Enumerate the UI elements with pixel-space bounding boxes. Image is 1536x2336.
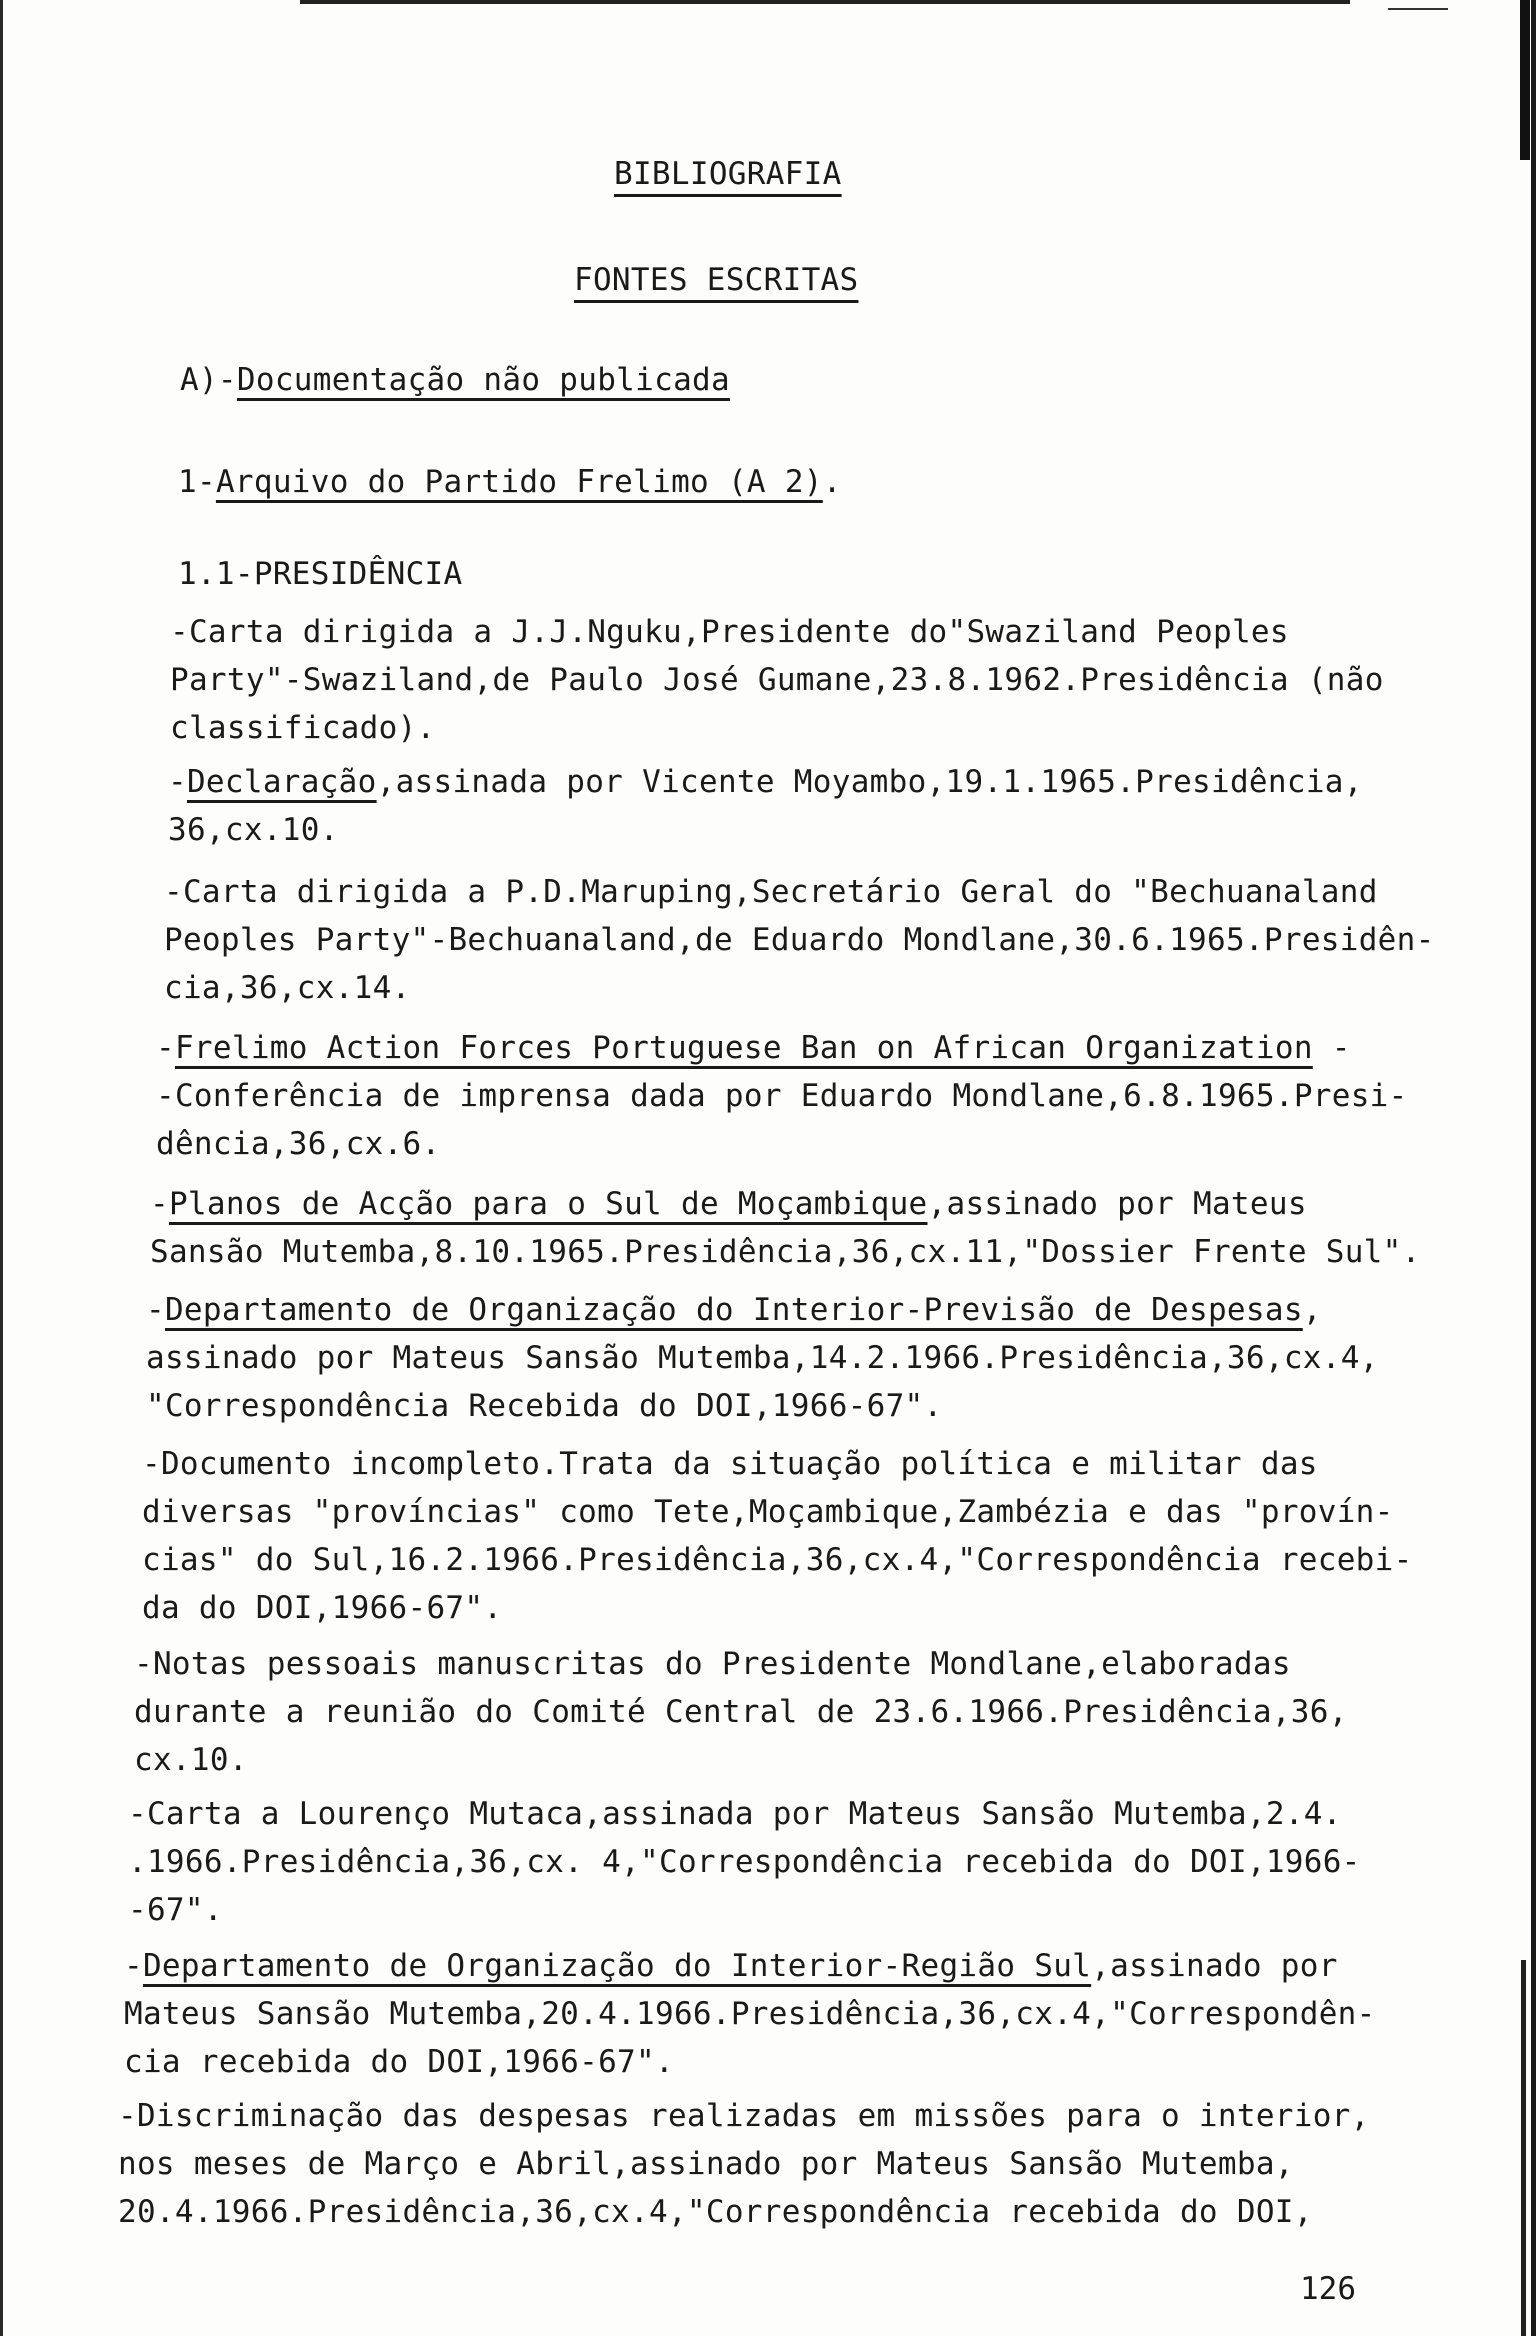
- section-a-prefix: A)-: [180, 362, 237, 398]
- entry-line: [164, 916, 1435, 964]
- entry-line: [142, 1536, 1413, 1584]
- entry-text: cia recebida do DOI,1966-67".: [124, 2044, 674, 2080]
- section-1-suffix: .: [822, 464, 842, 500]
- scan-edge-left: [0, 0, 3, 2336]
- entry-text: dência,36,cx.6.: [156, 1126, 441, 1162]
- entry-line: [146, 1382, 1379, 1430]
- entry-line: [118, 2092, 1370, 2140]
- entry-line: [170, 704, 1384, 752]
- page-number: 126: [1300, 2271, 1356, 2307]
- entry-text: nos meses de Março e Abril,assinado por Mateus Sansão Mutemba,: [118, 2146, 1294, 2182]
- entry-line: [134, 1736, 1348, 1784]
- entry-text: -: [168, 764, 187, 800]
- entry-text: "Correspondência Recebida do DOI,1966-67".: [146, 1388, 943, 1424]
- entry-text: ,assinado por Mateus: [927, 1186, 1307, 1222]
- entry-text: 20.4.1966.Presidência,36,cx.4,"Correspondência recebida do DOI,: [118, 2194, 1313, 2230]
- entry-line: [170, 656, 1384, 704]
- entry-text: Mateus Sansão Mutemba,20.4.1966.Presidência,36,cx.4,"Correspondên-: [124, 1996, 1376, 2032]
- entry-text: durante a reunião do Comité Central de 23.6.1966.Presidência,36,: [134, 1694, 1348, 1730]
- entry-line: [168, 758, 1363, 806]
- entry-line: [118, 2140, 1370, 2188]
- entry-text: da do DOI,1966-67".: [142, 1590, 503, 1626]
- entry-line: [142, 1440, 1413, 1488]
- entry-title-underlined: Declaração: [186, 764, 377, 800]
- bibliography-entry: [134, 1640, 1348, 1784]
- entry-text: Peoples Party"-Bechuanaland,de Eduardo Mondlane,30.6.1965.Presidên-: [164, 922, 1435, 958]
- entry-text: assinado por Mateus Sansão Mutemba,14.2.1966.Presidência,36,cx.4,: [146, 1340, 1379, 1376]
- entry-text: .1966.Presidência,36,cx. 4,"Correspondência recebida do DOI,1966-: [128, 1844, 1361, 1880]
- entry-line: [146, 1334, 1379, 1382]
- entry-line: [124, 1942, 1376, 1990]
- section-1-prefix: 1-: [178, 464, 216, 500]
- entry-text: -Carta dirigida a P.D.Maruping,Secretário Geral do "Bechuanaland: [164, 874, 1378, 910]
- section-1-heading: [178, 458, 842, 506]
- entry-text: -Carta a Lourenço Mutaca,assinada por Mateus Sansão Mutemba,2.4.: [128, 1796, 1342, 1832]
- entry-text: cx.10.: [134, 1742, 248, 1778]
- entry-text: -Documento incompleto.Trata da situação política e militar das: [142, 1446, 1318, 1482]
- entry-text: 36,cx.10.: [168, 812, 339, 848]
- entry-text: -Carta dirigida a J.J.Nguku,Presidente do"Swaziland Peoples: [170, 614, 1289, 650]
- entry-line: [164, 964, 1435, 1012]
- entry-text: -: [156, 1030, 175, 1066]
- entry-title-underlined: Departamento de Organização do Interior-Região Sul: [142, 1948, 1092, 1984]
- bibliography-entry: [164, 868, 1435, 1012]
- entry-line: [156, 1120, 1408, 1168]
- scan-edge-top-dash: [1388, 8, 1448, 10]
- scan-edge-right-bar-bottom: [1521, 1960, 1526, 2336]
- entry-line: [146, 1286, 1379, 1334]
- entry-text: Party"-Swaziland,de Paulo José Gumane,23.8.1962.Presidência (não: [170, 662, 1384, 698]
- scan-edge-top: [300, 0, 1350, 4]
- page-subtitle: FONTES ESCRITAS: [574, 262, 859, 298]
- entry-text: Sansão Mutemba,8.10.1965.Presidência,36,cx.11,"Dossier Frente Sul".: [150, 1234, 1421, 1270]
- entry-line: [128, 1886, 1361, 1934]
- entry-text: -67".: [128, 1892, 223, 1928]
- entry-line: [118, 2188, 1370, 2236]
- entry-line: [168, 806, 1363, 854]
- entry-text: classificado).: [170, 710, 436, 746]
- entry-text: ,assinada por Vicente Moyambo,19.1.1965.Presidência,: [376, 764, 1363, 800]
- entry-line: [134, 1688, 1348, 1736]
- bibliography-entry: [142, 1440, 1413, 1632]
- page-title: BIBLIOGRAFIA: [614, 156, 842, 192]
- section-1-label: Arquivo do Partido Frelimo (A 2): [215, 464, 823, 500]
- bibliography-entry: [168, 758, 1363, 854]
- bibliography-entry: [150, 1180, 1421, 1276]
- bibliography-entry: [170, 608, 1384, 752]
- entry-text: -Notas pessoais manuscritas do Presidente Mondlane,elaboradas: [134, 1646, 1291, 1682]
- bibliography-entry: [156, 1024, 1408, 1168]
- entry-line: [150, 1180, 1421, 1228]
- entry-title-underlined: Planos de Acção para o Sul de Moçambique: [168, 1186, 928, 1222]
- entry-text: diversas "províncias" como Tete,Moçambique,Zambézia e das "provín-: [142, 1494, 1394, 1530]
- bibliography-entry: [124, 1942, 1376, 2086]
- entry-line: [124, 1990, 1376, 2038]
- bibliography-entry: [146, 1286, 1379, 1430]
- entry-text: ,: [1302, 1292, 1322, 1328]
- entry-title-underlined: Frelimo Action Forces Portuguese Ban on African Organization: [174, 1030, 1313, 1066]
- entry-line: [164, 868, 1435, 916]
- entry-text: -: [124, 1948, 143, 1984]
- scan-edge-right: [1531, 0, 1536, 2336]
- entry-text: -: [150, 1186, 169, 1222]
- bibliography-entry: [128, 1790, 1361, 1934]
- entry-line: [150, 1228, 1421, 1276]
- entry-title-underlined: Departamento de Organização do Interior-Previsão de Despesas: [164, 1292, 1303, 1328]
- entry-line: [142, 1584, 1413, 1632]
- entry-text: -: [1312, 1030, 1351, 1066]
- entry-text: -Conferência de imprensa dada por Eduardo Mondlane,6.8.1965.Presi-: [156, 1078, 1408, 1114]
- section-1-1-heading: 1.1-PRESIDÊNCIA: [178, 556, 463, 592]
- entry-text: cias" do Sul,16.2.1966.Presidência,36,cx.4,"Correspondência recebi-: [142, 1542, 1413, 1578]
- entry-text: -: [146, 1292, 165, 1328]
- entry-line: [170, 608, 1384, 656]
- section-a-heading: [180, 356, 730, 404]
- entry-line: [156, 1024, 1408, 1072]
- entry-line: [142, 1488, 1413, 1536]
- entry-line: [128, 1838, 1361, 1886]
- entry-text: cia,36,cx.14.: [164, 970, 411, 1006]
- entry-line: [128, 1790, 1361, 1838]
- entry-line: [156, 1072, 1408, 1120]
- section-a-label: Documentação não publicada: [236, 362, 730, 398]
- entry-line: [124, 2038, 1376, 2086]
- entry-line: [134, 1640, 1348, 1688]
- entry-text: ,assinado por: [1091, 1948, 1338, 1984]
- bibliography-entry: [118, 2092, 1370, 2236]
- entry-text: -Discriminação das despesas realizadas em missões para o interior,: [118, 2098, 1370, 2134]
- scan-edge-right-bar-top: [1520, 0, 1530, 160]
